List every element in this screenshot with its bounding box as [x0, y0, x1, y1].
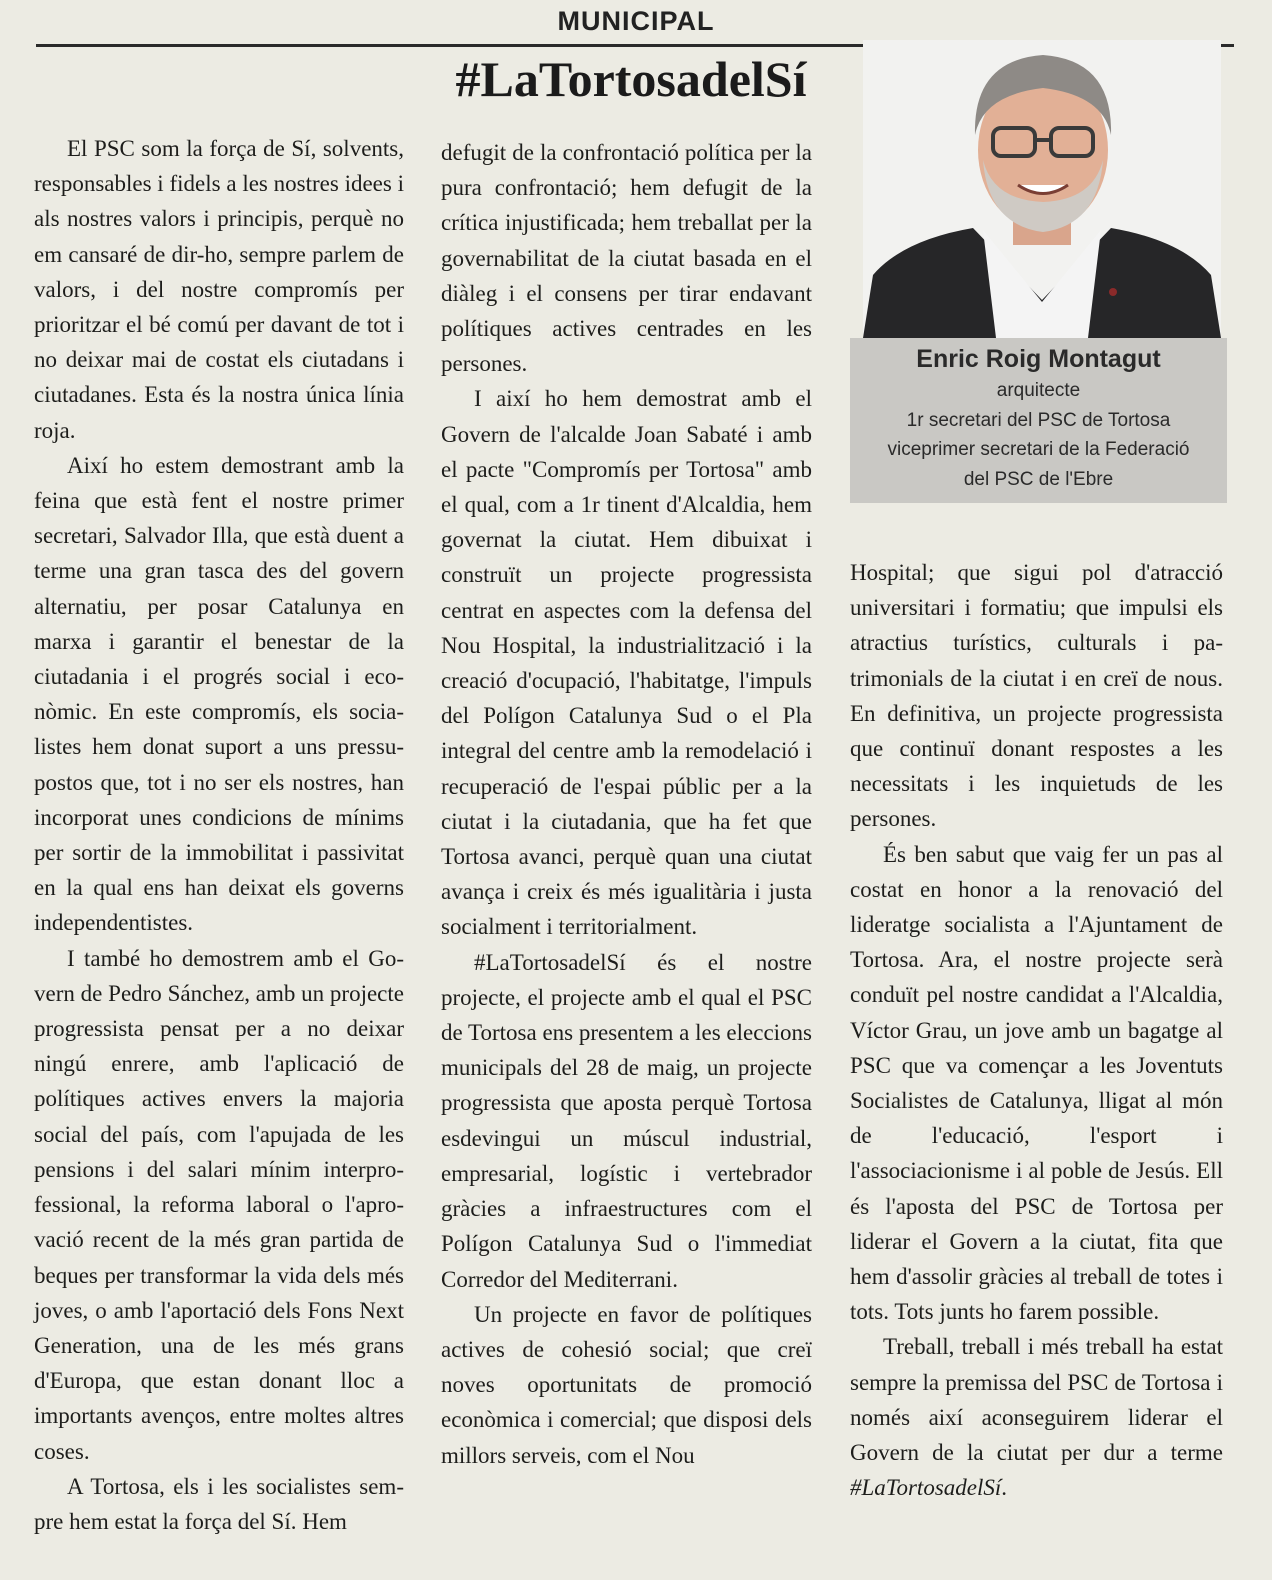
author-name: Enric Roig Montagut	[916, 345, 1161, 373]
paragraph: El PSC som la força de Sí, solvents, responsables i fidels a les nostres idees i als nostres valors i principis, perquè no em cansaré de dir-ho, sempre parlem de valors, i del nostre compromís per prioritzar el bé comú per davant de tot i no deixar mai de costat els ciutadans i ciutadanes. Esta és la nostra única línia roja.	[34, 136, 404, 443]
closing-hashtag: #LaTortosadelSí	[850, 1475, 1002, 1501]
author-caption	[850, 338, 1227, 503]
paragraph-text: Treball, treball i més treball ha estat sempre la premissa del PSC de Tortosa i només així aconseguirem liderar el Govern de la ciutat per dur a terme	[850, 1334, 1223, 1466]
article-headline: #LaTortosadelSí	[455, 51, 807, 107]
paragraph: Hospital; que sigui pol d'atracció universitari i formatiu; que impulsi els atractius turístics, culturals i patrimonials de la ciutat i en creï de nous. En definitiva, un projecte progressista que continuï donant respostes a les necessitats i les inquietuds de les persones.	[850, 560, 1223, 832]
paragraph: Així ho estem demostrant amb la feina que està fent el nostre primer secretari, Salvador Illa, que està duent a terme una gran tasca des del govern alternatiu, per posar Catalunya en marxa i garantir el benestar de la ciutadania i el progrés social i econòmic. En este compromís, els socialistes hem donat suport a uns pressupostos que, tot i no ser els nostres, han incorporat unes condicions de mínims per sortir de la immobilitat i passivitat en la qual ens han deixat els governs independentistes.	[34, 452, 404, 936]
paragraph: defugit de la confrontació política per la pura confrontació; hem defugit de la crítica injustificada; hem treballat per la governabilitat de la ciutat basada en el diàleg i el consens per tirar endavant polítiques actives centrades en les persones.	[441, 140, 812, 377]
author-role: arquitecte	[996, 380, 1081, 401]
author-role: viceprimer secretari de la Federació	[887, 439, 1190, 460]
paragraph	[850, 1329, 1223, 1505]
author-role: 1r secretari del PSC de Tortosa	[906, 409, 1171, 431]
author-role: del PSC de l'Ebre	[963, 468, 1114, 490]
paragraph: És ben sabut que vaig fer un pas al costat en honor a la renovació del lideratge socialista a l'Ajuntament de Tortosa. Ara, el nostre projecte serà conduït pel nostre candidat a l'Alcaldia, Víctor Grau, un jove amb un bagatge al PSC que va començar a les Joventuts Socialistes de Catalunya, lligat al món de l'educació, l'esport i l'associacionisme i al poble de Jesús. Ell és l'aposta del PSC de Tortosa per liderar el Govern a la ciutat, fita que hem d'assolir gràcies al treball de totes i tots. Tots junts ho farem possible.	[850, 841, 1223, 1325]
paragraph: #LaTortosadelSí és el nostre projecte, el projecte amb el qual el PSC de Tortosa ens presentem a les eleccions municipals del 28 de maig, un projecte progressista que aposta perquè Tortosa esdevingui un múscul industrial, empresarial, logístic i vertebrador gràcies a infraestructures com el Polígon Catalunya Sud o l'immediat Corredor del Mediterrani.	[441, 949, 812, 1292]
closing-punctuation: .	[1001, 1475, 1008, 1501]
section-label: MUNICIPAL	[557, 6, 715, 36]
article-column-2	[441, 135, 812, 1473]
paragraph: I també ho demostrem amb el Govern de Pedro Sánchez, amb un projecte progressista pensat per a no deixar ningú enrere, amb l'aplicació de polítiques actives envers la majoria social del país, com l'apujada de les pensions i del salari mínim interprofessional, la reforma laboral o l'aprovació recent de la més gran partida de beques per transformar la vida dels més joves, o amb l'aportació dels Fons Next Generation, una de les més grans d'Europa, que estan donant lloc a importants avenços, entre moltes altres coses.	[34, 945, 404, 1464]
author-photo	[863, 40, 1221, 338]
author-box	[850, 40, 1227, 503]
article-column-3	[850, 555, 1223, 1505]
article-column-1	[34, 131, 404, 1539]
author-portrait-image	[863, 40, 1221, 338]
paragraph: I així ho hem demostrat amb el Govern de l'alcalde Joan Sabaté i amb el pacte "Compromís per Tortosa" amb el qual, com a 1r tinent d'Alcaldia, hem governat la ciutat. Hem dibuixat i construït un projecte progressista centrat en aspectes com la defensa del Nou Hospital, la industrialització i la creació d'ocupació, l'habitatge, l'impuls del Polígon Catalunya Sud o el Pla integral del centre amb la remodelació i recuperació de l'espai públic per a la ciutat i la ciutadania, que ha fet que Tortosa avanci, perquè quan una ciutat avança i creix és més igualitària i justa socialment i territorialment.	[441, 386, 812, 940]
paragraph: A Tortosa, els i les socialistes sempre hem estat la força del Sí. Hem	[34, 1473, 404, 1534]
paragraph: Un projecte en favor de polítiques actives de cohesió social; que creï noves oportunitats de promoció econòmica i comercial; que disposi dels millors serveis, com el Nou	[441, 1301, 812, 1468]
